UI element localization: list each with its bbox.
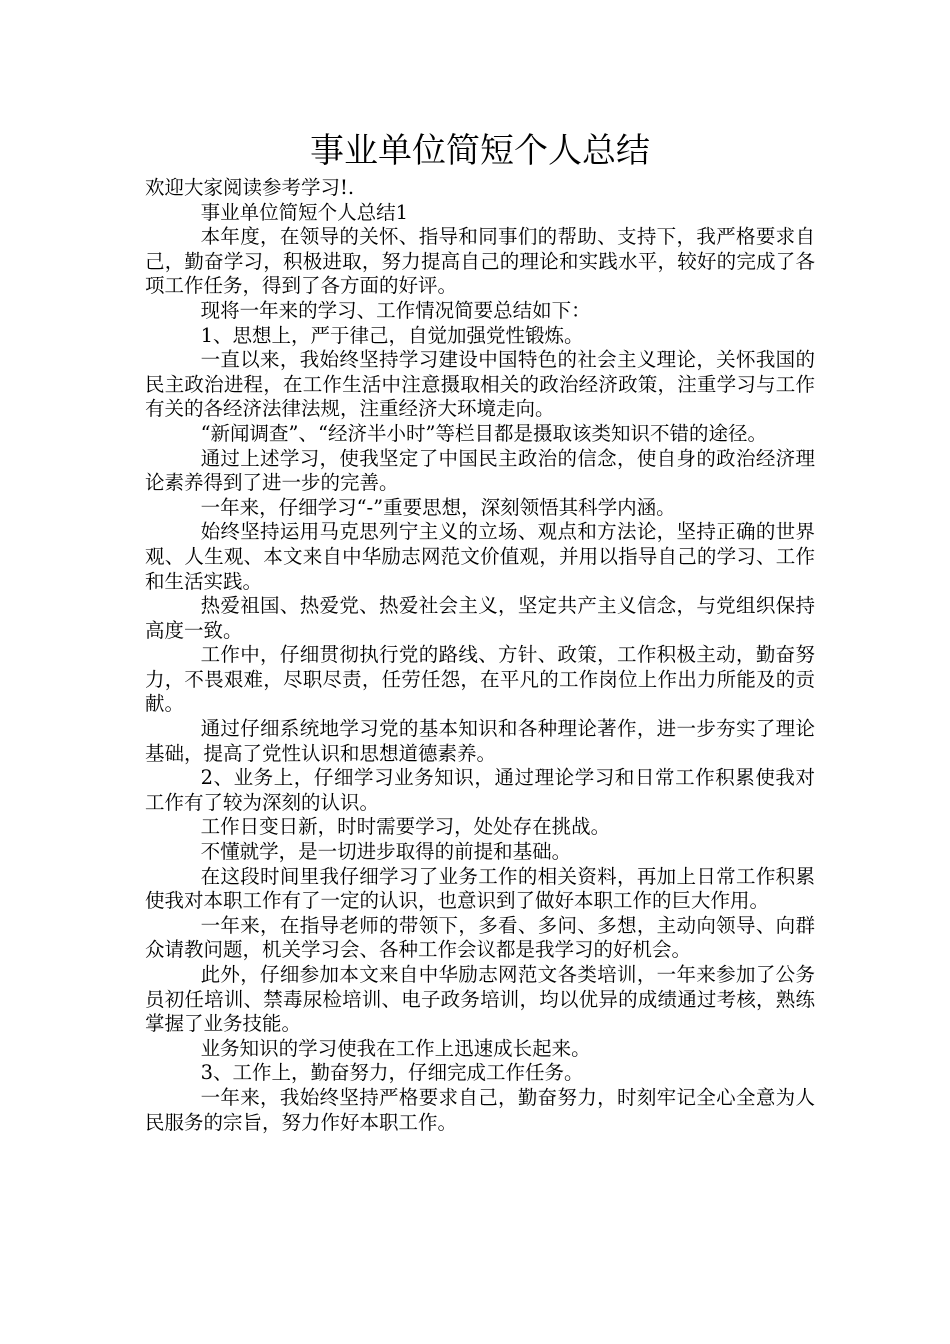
paragraph: 通过上述学习，使我坚定了中国民主政治的信念，使自身的政治经济理论素养得到了进一步的完善。 — [145, 446, 815, 495]
paragraph: 事业单位简短个人总结1 — [200, 200, 408, 224]
paragraph: 3、工作上，勤奋努力，仔细完成工作任务。 — [200, 1061, 584, 1085]
paragraph: 工作中，仔细贯彻执行党的路线、方针、政策，工作积极主动，勤奋努力，不畏艰难，尽职尽责，任劳任怨，在平凡的工作岗位上作出力所能及的贡献。 — [145, 643, 815, 716]
document-body — [145, 176, 815, 1135]
paragraph: 一年来，仔细学习“-”重要思想，深刻领悟其科学内涵。 — [200, 495, 676, 519]
paragraph: 在这段时间里我仔细学习了业务工作的相关资料，再加上日常工作积累使我对本职工作有了一定的认识，也意识到了做好本职工作的巨大作用。 — [145, 864, 815, 913]
paragraph: 工作日变日新，时时需要学习，处处存在挑战。 — [200, 815, 611, 839]
paragraph: 一直以来，我始终坚持学习建设中国特色的社会主义理论，关怀我国的民主政治进程，在工作生活中注意摄取相关的政治经济政策，注重学习与工作有关的各经济法律法规，注重经济大环境走向。 — [145, 348, 815, 421]
paragraph: 一年来，在指导老师的带领下，多看、多问、多想，主动向领导、向群众请教问题，机关学习会、各种工作会议都是我学习的好机会。 — [145, 913, 815, 962]
paragraph: 此外，仔细参加本文来自中华励志网范文各类培训，一年来参加了公务员初任培训、禁毒尿检培训、电子政务培训，均以优异的成绩通过考核，熟练掌握了业务技能。 — [145, 963, 815, 1036]
paragraph: 本年度，在领导的关怀、指导和同事们的帮助、支持下，我严格要求自己，勤奋学习，积极进取，努力提高自己的理论和实践水平，较好的完成了各项工作任务，得到了各方面的好评。 — [145, 225, 815, 298]
paragraph: “新闻调查”、“经济半小时”等栏目都是摄取该类知识不错的途径。 — [200, 421, 767, 445]
paragraph: 通过仔细系统地学习党的基本知识和各种理论著作，进一步夯实了理论基础，提高了党性认识和思想道德素养。 — [145, 717, 815, 765]
paragraph: 业务知识的学习使我在工作上迅速成长起来。 — [200, 1036, 591, 1060]
paragraph: 2、业务上，仔细学习业务知识，通过理论学习和日常工作积累使我对工作有了较为深刻的认识。 — [145, 766, 815, 814]
paragraph: 一年来，我始终坚持严格要求自己，勤奋努力，时刻牢记全心全意为人民服务的宗旨，努力作好本职工作。 — [145, 1085, 815, 1134]
document-title: 事业单位简短个人总结 — [310, 131, 650, 171]
paragraph: 不懂就学，是一切进步取得的前提和基础。 — [200, 840, 572, 864]
paragraph: 现将一年来的学习、工作情况简要总结如下： — [200, 298, 591, 322]
paragraph: 1、思想上，严于律己，自觉加强党性锻炼。 — [200, 323, 584, 347]
paragraph: 始终坚持运用马克思列宁主义的立场、观点和方法论，坚持正确的世界观、人生观、本文来自中华励志网范文价值观，并用以指导自己的学习、工作和生活实践。 — [145, 520, 815, 593]
paragraph: 欢迎大家阅读参考学习!. — [145, 176, 355, 199]
paragraph: 热爱祖国、热爱党、热爱社会主义，坚定共产主义信念，与党组织保持高度一致。 — [145, 594, 815, 642]
document-page — [145, 126, 815, 1135]
